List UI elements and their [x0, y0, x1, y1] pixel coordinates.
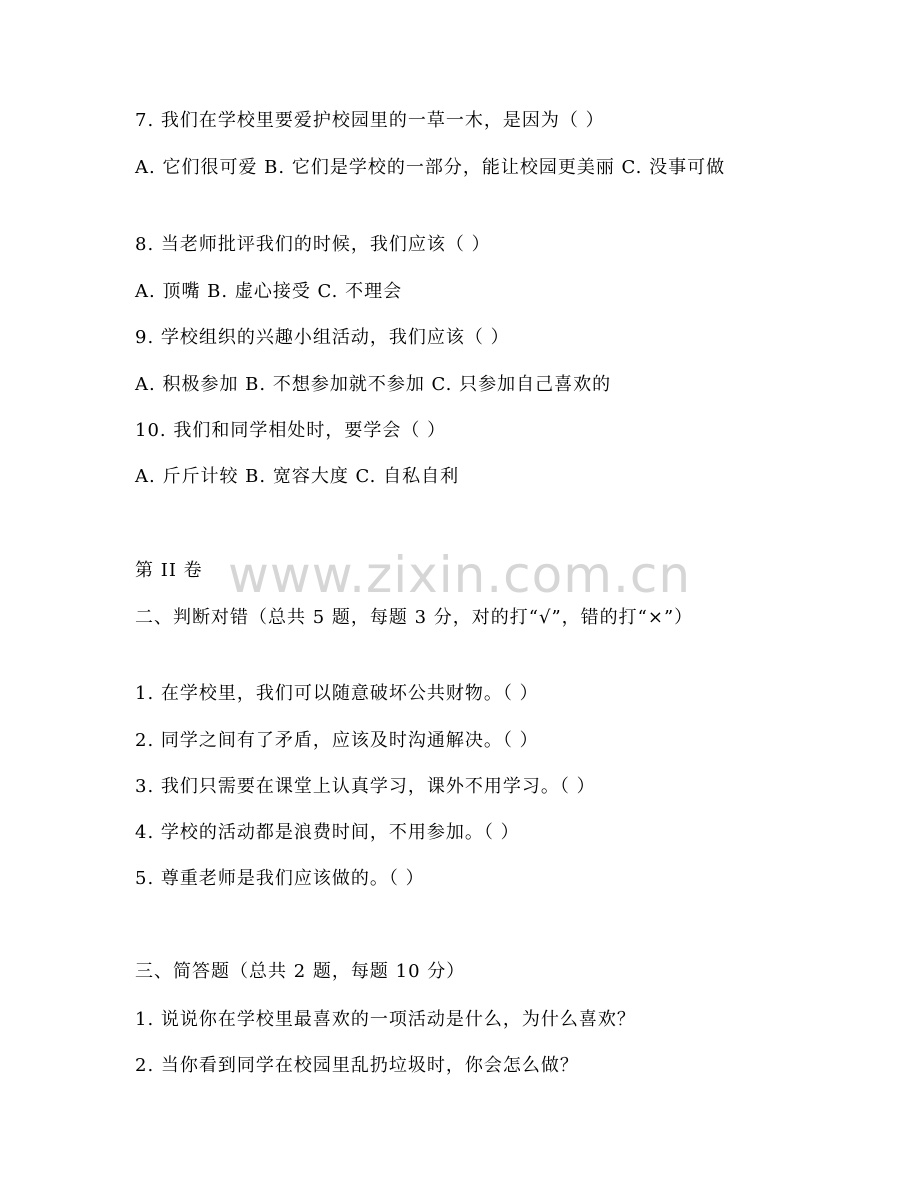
question-10-options: A. 斤斤计较 B. 宽容大度 C. 自私自利 — [135, 466, 460, 487]
question-9-options: A. 积极参加 B. 不想参加就不参加 C. 只参加自己喜欢的 — [135, 374, 612, 395]
question-9-stem: 9. 学校组织的兴趣小组活动，我们应该（ ） — [135, 327, 510, 348]
judgment-item-3: 3. 我们只需要在课堂上认真学习，课外不用学习。（ ） — [135, 776, 596, 797]
section-3-heading: 三、简答题（总共 2 题，每题 10 分） — [135, 961, 466, 982]
judgment-item-5: 5. 尊重老师是我们应该做的。（ ） — [135, 868, 425, 889]
judgment-item-2: 2. 同学之间有了矛盾，应该及时沟通解决。（ ） — [135, 730, 539, 751]
question-8-stem: 8. 当老师批评我们的时候，我们应该（ ） — [135, 234, 491, 255]
short-answer-item-2: 2. 当你看到同学在校园里乱扔垃圾时，你会怎么做？ — [135, 1055, 579, 1076]
question-7-options: A. 它们很可爱 B. 它们是学校的一部分，能让校园更美丽 C. 没事可做 — [135, 157, 726, 178]
section-2-heading: 二、判断对错（总共 5 题，每题 3 分，对的打“√”，错的打“×”） — [135, 607, 694, 628]
volume-label: 第 II 卷 — [135, 560, 203, 581]
judgment-item-1: 1. 在学校里，我们可以随意破坏公共财物。（ ） — [135, 683, 539, 704]
judgment-item-4: 4. 学校的活动都是浪费时间，不用参加。（ ） — [135, 822, 520, 843]
question-7-stem: 7. 我们在学校里要爱护校园里的一草一木，是因为（ ） — [135, 110, 605, 131]
short-answer-item-1: 1. 说说你在学校里最喜欢的一项活动是什么，为什么喜欢？ — [135, 1009, 636, 1030]
question-8-options: A. 顶嘴 B. 虚心接受 C. 不理会 — [135, 281, 403, 302]
watermark: www.zixin.com.cn — [228, 546, 692, 604]
question-10-stem: 10. 我们和同学相处时，要学会（ ） — [135, 420, 447, 441]
